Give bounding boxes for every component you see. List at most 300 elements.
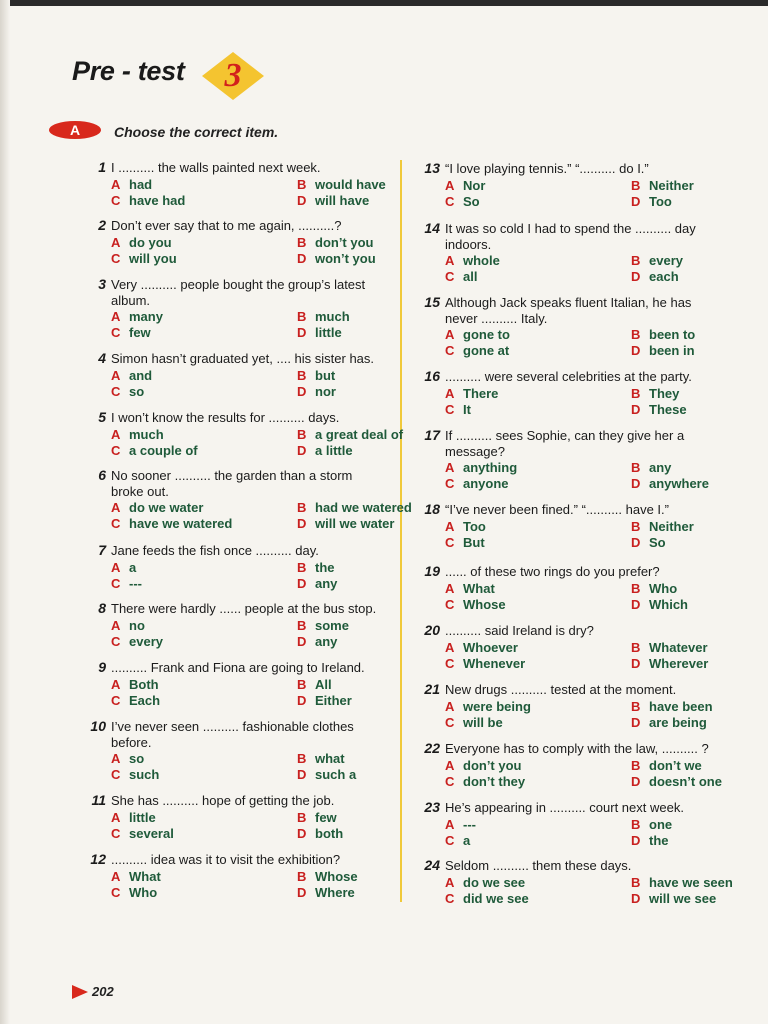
option-d[interactable] (631, 656, 708, 672)
question-number: 13 (424, 160, 440, 176)
test-number-badge (200, 50, 266, 102)
page-binding-shadow (0, 0, 10, 1024)
option-a[interactable] (445, 699, 531, 715)
question-stem-line: Seldom .......... them these days. (445, 858, 632, 873)
question-stem (111, 719, 354, 750)
option-c[interactable] (445, 269, 477, 285)
option-text: It (463, 401, 471, 417)
question-number: 16 (424, 368, 440, 384)
option-a[interactable] (445, 460, 517, 476)
option-text: will you (129, 250, 177, 266)
option-a[interactable] (111, 177, 152, 193)
option-letter: A (111, 751, 121, 766)
option-text: much (129, 426, 164, 442)
option-d[interactable] (631, 402, 687, 418)
option-letter: B (631, 177, 641, 193)
option-text: any (315, 575, 338, 591)
option-text: will have (315, 192, 370, 208)
option-d[interactable] (297, 576, 337, 592)
question-stem (445, 623, 594, 639)
option-letter: B (631, 580, 641, 596)
question-number: 8 (98, 600, 106, 616)
option-c[interactable] (445, 402, 471, 418)
question-stem (111, 601, 376, 617)
option-letter: D (631, 655, 641, 671)
option-c[interactable] (111, 516, 232, 532)
question-number: 9 (98, 659, 106, 675)
option-letter: D (631, 773, 641, 789)
option-text: so (129, 751, 145, 766)
option-letter: D (631, 193, 641, 209)
option-letter: A (445, 698, 455, 714)
option-a[interactable] (111, 618, 145, 634)
option-text: whole (463, 253, 500, 268)
option-letter: D (631, 596, 641, 612)
page-title: Pre - test (72, 56, 185, 86)
question-stem-line: message? (445, 443, 505, 459)
option-text: were being (463, 698, 531, 714)
option-text: one (649, 816, 673, 832)
option-text: did we see (463, 890, 529, 906)
option-text: a great deal of (315, 426, 404, 442)
question-stem-line: New drugs .......... tested at the moment. (445, 682, 677, 697)
option-text: much (315, 309, 350, 324)
option-text: --- (463, 816, 476, 832)
option-letter: D (297, 633, 307, 649)
option-c[interactable] (445, 656, 525, 672)
option-text: such a (315, 767, 357, 782)
option-b[interactable] (297, 810, 337, 826)
question-stem-line: album. (111, 292, 151, 308)
question-stem-line: Simon hasn’t graduated yet, .... his sister has. (111, 351, 375, 366)
option-c[interactable] (445, 343, 509, 359)
option-a[interactable] (445, 178, 485, 194)
option-b[interactable] (631, 581, 677, 597)
option-letter: B (297, 234, 307, 250)
question-number: 11 (91, 792, 106, 808)
option-letter: D (297, 767, 307, 782)
option-text: any (315, 633, 338, 649)
question-stem-line: .......... were several celebrities at the party. (445, 369, 692, 384)
option-letter: D (631, 476, 641, 491)
option-b[interactable] (631, 699, 713, 715)
question-stem-line: Although Jack speaks fluent Italian, he has (445, 295, 692, 310)
option-text: every (649, 253, 683, 268)
option-letter: C (445, 193, 455, 209)
option-d[interactable] (631, 535, 666, 551)
option-b[interactable] (297, 500, 412, 516)
option-text: don’t you (463, 757, 522, 773)
option-letter: B (297, 367, 307, 383)
option-letter: C (111, 692, 121, 708)
option-text: had (129, 176, 153, 192)
option-c[interactable] (111, 576, 142, 592)
option-letter: B (297, 559, 307, 575)
option-c[interactable] (445, 715, 503, 731)
option-b[interactable] (631, 817, 672, 833)
option-c[interactable] (111, 251, 177, 267)
option-c[interactable] (445, 774, 525, 790)
option-d[interactable] (631, 833, 669, 849)
option-b[interactable] (297, 677, 332, 693)
section-instruction: Choose the correct item. (114, 124, 279, 140)
question-number: 1 (98, 159, 106, 175)
option-letter: B (631, 874, 641, 890)
option-b[interactable] (631, 519, 694, 535)
option-text: both (315, 825, 344, 841)
option-b[interactable] (631, 178, 694, 194)
option-letter: A (445, 253, 455, 268)
option-a[interactable] (111, 309, 163, 325)
option-a[interactable] (111, 869, 161, 885)
option-c[interactable] (111, 767, 159, 783)
option-c[interactable] (111, 634, 163, 650)
option-letter: A (445, 327, 455, 342)
question-number: 21 (424, 681, 440, 697)
option-b[interactable] (631, 640, 708, 656)
question-stem-line: There were hardly ...... people at the bus stop. (111, 601, 377, 616)
option-letter: A (445, 874, 455, 890)
option-c[interactable] (445, 535, 485, 551)
option-b[interactable] (631, 327, 695, 343)
option-b[interactable] (631, 758, 702, 774)
option-letter: D (631, 534, 641, 550)
option-letter: C (111, 516, 121, 531)
question-stem (445, 161, 649, 177)
option-text: what (315, 751, 345, 766)
question-stem (445, 741, 709, 757)
option-letter: C (445, 343, 455, 358)
option-d[interactable] (631, 194, 672, 210)
question-number: 5 (98, 409, 106, 425)
option-d[interactable] (297, 693, 352, 709)
option-text: do we see (463, 874, 526, 890)
option-text: But (463, 534, 485, 550)
option-letter: B (297, 309, 307, 324)
option-text: a (129, 559, 137, 575)
question-stem (445, 369, 692, 385)
question-number: 19 (424, 563, 440, 579)
question-stem (445, 428, 684, 459)
option-text: the (649, 832, 669, 848)
option-text: little (315, 325, 342, 340)
question-stem-line: I won’t know the results for .......... days. (111, 410, 340, 425)
question-number: 15 (424, 294, 440, 310)
option-b[interactable] (297, 618, 349, 634)
option-a[interactable] (445, 640, 518, 656)
option-a[interactable] (445, 327, 510, 343)
option-text: Too (649, 193, 672, 209)
option-text: such (129, 767, 160, 782)
option-d[interactable] (297, 325, 342, 341)
option-text: Whoever (463, 639, 518, 655)
option-letter: B (631, 385, 641, 401)
option-text: been to (649, 327, 696, 342)
option-text: What (463, 580, 495, 596)
option-text: won’t you (315, 250, 376, 266)
question-stem (111, 160, 321, 176)
question-number: 10 (90, 718, 106, 734)
option-text: Neither (649, 518, 694, 534)
option-letter: A (445, 816, 455, 832)
option-a[interactable] (445, 386, 498, 402)
option-d[interactable] (631, 597, 688, 613)
option-letter: A (445, 580, 455, 596)
option-c[interactable] (445, 476, 509, 492)
option-a[interactable] (445, 875, 525, 891)
option-text: Neither (649, 177, 694, 193)
option-text: a little (315, 442, 353, 458)
option-a[interactable] (445, 581, 495, 597)
question-stem (111, 277, 365, 308)
question-stem-line: never .......... Italy. (445, 310, 548, 326)
option-letter: D (297, 825, 307, 841)
option-text: been in (649, 343, 695, 358)
option-d[interactable] (297, 384, 336, 400)
option-text: will we see (649, 890, 717, 906)
option-text: will be (463, 714, 503, 730)
question-stem (445, 221, 696, 252)
option-text: Which (649, 596, 688, 612)
question-stem-line: It was so cold I had to spend the .......... day (445, 221, 696, 236)
option-d[interactable] (297, 251, 376, 267)
option-text: Whenever (463, 655, 526, 671)
option-letter: D (631, 832, 641, 848)
option-c[interactable] (111, 826, 174, 842)
option-letter: C (111, 884, 121, 900)
option-c[interactable] (445, 194, 480, 210)
option-d[interactable] (297, 193, 369, 209)
option-c[interactable] (111, 325, 151, 341)
option-a[interactable] (445, 253, 500, 269)
question-stem-line: She has .......... hope of getting the job. (111, 793, 335, 808)
option-letter: D (297, 383, 307, 399)
option-a[interactable] (111, 427, 164, 443)
option-a[interactable] (111, 560, 136, 576)
option-text: gone to (463, 327, 510, 342)
option-c[interactable] (111, 384, 144, 400)
option-a[interactable] (445, 817, 476, 833)
question-stem-line: before. (111, 734, 152, 750)
option-letter: D (631, 269, 641, 284)
option-a[interactable] (111, 677, 159, 693)
option-text: They (649, 385, 680, 401)
question-stem (445, 800, 684, 816)
option-letter: A (445, 460, 455, 475)
question-number: 22 (424, 740, 440, 756)
option-letter: A (111, 559, 121, 575)
option-a[interactable] (111, 751, 144, 767)
option-text: several (129, 825, 174, 841)
option-letter: C (445, 714, 455, 730)
option-letter: A (445, 385, 455, 401)
option-d[interactable] (631, 343, 695, 359)
question-number: 2 (98, 217, 106, 233)
option-b[interactable] (631, 875, 733, 891)
option-d[interactable] (297, 443, 353, 459)
option-text: Whatever (649, 639, 708, 655)
question-stem-line: I’ve never seen .......... fashionable clothes (111, 719, 354, 734)
option-d[interactable] (297, 767, 356, 783)
option-d[interactable] (297, 634, 337, 650)
test-number: 3 (224, 57, 242, 94)
option-letter: C (111, 633, 121, 649)
question-stem-line: Jane feeds the fish once .......... day. (111, 543, 319, 558)
option-letter: A (111, 809, 121, 825)
option-a[interactable] (111, 368, 152, 384)
option-letter: C (445, 890, 455, 906)
option-c[interactable] (111, 193, 185, 209)
question-number: 17 (424, 427, 440, 443)
option-c[interactable] (111, 443, 198, 459)
option-text: had we watered (315, 500, 412, 515)
option-letter: D (297, 516, 307, 531)
option-d[interactable] (631, 269, 679, 285)
option-letter: D (297, 325, 307, 340)
column-divider (400, 160, 402, 902)
question-stem-line: “I’ve never been fined.” “.......... have I.” (445, 502, 669, 517)
option-text: Where (315, 884, 355, 900)
option-text: a couple of (129, 442, 198, 458)
option-b[interactable] (297, 869, 358, 885)
option-d[interactable] (297, 516, 394, 532)
option-text: gone at (463, 343, 510, 358)
option-letter: B (631, 639, 641, 655)
option-b[interactable] (297, 177, 386, 193)
option-letter: A (445, 757, 455, 773)
option-text: few (129, 325, 151, 340)
option-letter: B (631, 460, 641, 475)
question-stem (445, 858, 631, 874)
option-a[interactable] (111, 500, 203, 516)
option-text: every (129, 633, 163, 649)
question-stem (111, 468, 352, 499)
question-stem (111, 351, 374, 367)
option-text: Either (315, 692, 352, 708)
option-text: Nor (463, 177, 486, 193)
option-text: There (463, 385, 499, 401)
question-number: 24 (424, 857, 440, 873)
option-letter: C (445, 476, 455, 491)
option-letter: A (111, 309, 121, 324)
option-text: Both (129, 676, 159, 692)
option-text: Whose (315, 868, 358, 884)
option-b[interactable] (297, 560, 335, 576)
option-text: are being (649, 714, 707, 730)
option-b[interactable] (297, 309, 350, 325)
option-text: any (649, 460, 672, 475)
option-a[interactable] (445, 519, 486, 535)
question-number: 7 (98, 542, 106, 558)
option-text: a (463, 832, 471, 848)
option-text: few (315, 809, 337, 825)
question-stem-line: “I love playing tennis.” “.......... do I.” (445, 161, 649, 176)
option-letter: D (297, 250, 307, 266)
option-a[interactable] (111, 235, 172, 251)
option-b[interactable] (297, 427, 403, 443)
option-letter: B (297, 617, 307, 633)
option-text: do you (129, 234, 172, 250)
option-text: have been (649, 698, 713, 714)
option-text: Who (129, 884, 158, 900)
option-text: So (463, 193, 480, 209)
option-letter: C (111, 442, 121, 458)
option-text: so (129, 383, 145, 399)
option-letter: C (111, 250, 121, 266)
option-d[interactable] (297, 826, 343, 842)
option-c[interactable] (445, 597, 506, 613)
option-b[interactable] (297, 235, 374, 251)
option-d[interactable] (631, 774, 722, 790)
option-letter: C (445, 401, 455, 417)
option-a[interactable] (111, 810, 156, 826)
option-letter: B (631, 253, 641, 268)
option-d[interactable] (631, 891, 716, 907)
option-text: have we seen (649, 874, 733, 890)
option-c[interactable] (111, 693, 160, 709)
section-letter: A (69, 122, 81, 138)
option-c[interactable] (445, 833, 470, 849)
option-c[interactable] (445, 891, 529, 907)
option-letter: C (111, 383, 121, 399)
option-letter: D (631, 890, 641, 906)
option-b[interactable] (631, 460, 671, 476)
option-letter: A (111, 234, 121, 250)
question-number: 6 (98, 467, 106, 483)
option-d[interactable] (631, 715, 707, 731)
question-stem-line: Everyone has to comply with the law, .......... ? (445, 741, 709, 756)
option-letter: B (297, 176, 307, 192)
option-text: All (315, 676, 332, 692)
option-letter: B (631, 698, 641, 714)
option-text: These (649, 401, 687, 417)
question-stem-line: indoors. (445, 236, 492, 252)
page-number (72, 984, 114, 999)
option-text: little (129, 809, 156, 825)
page-number-text: 202 (92, 984, 114, 999)
option-text: the (315, 559, 335, 575)
question-number: 14 (424, 220, 440, 236)
option-text: and (129, 367, 153, 383)
option-a[interactable] (445, 758, 522, 774)
option-d[interactable] (297, 885, 355, 901)
option-c[interactable] (111, 885, 157, 901)
option-text: but (315, 367, 336, 383)
option-letter: C (445, 773, 455, 789)
option-b[interactable] (297, 368, 335, 384)
option-letter: C (445, 269, 455, 284)
question-stem-line: I .......... the walls painted next week. (111, 160, 321, 175)
question-number: 4 (98, 350, 106, 366)
option-letter: A (111, 617, 121, 633)
option-letter: D (297, 575, 307, 591)
option-text: don’t they (463, 773, 526, 789)
question-stem (445, 682, 676, 698)
question-stem (111, 410, 339, 426)
option-letter: A (111, 426, 121, 442)
option-letter: B (297, 500, 307, 515)
option-text: will we water (315, 516, 395, 531)
option-b[interactable] (631, 253, 683, 269)
option-letter: B (297, 426, 307, 442)
option-b[interactable] (631, 386, 679, 402)
option-b[interactable] (297, 751, 345, 767)
option-letter: C (445, 596, 455, 612)
option-text: --- (129, 575, 142, 591)
option-letter: D (631, 714, 641, 730)
option-d[interactable] (631, 476, 709, 492)
option-text: don’t we (649, 757, 702, 773)
